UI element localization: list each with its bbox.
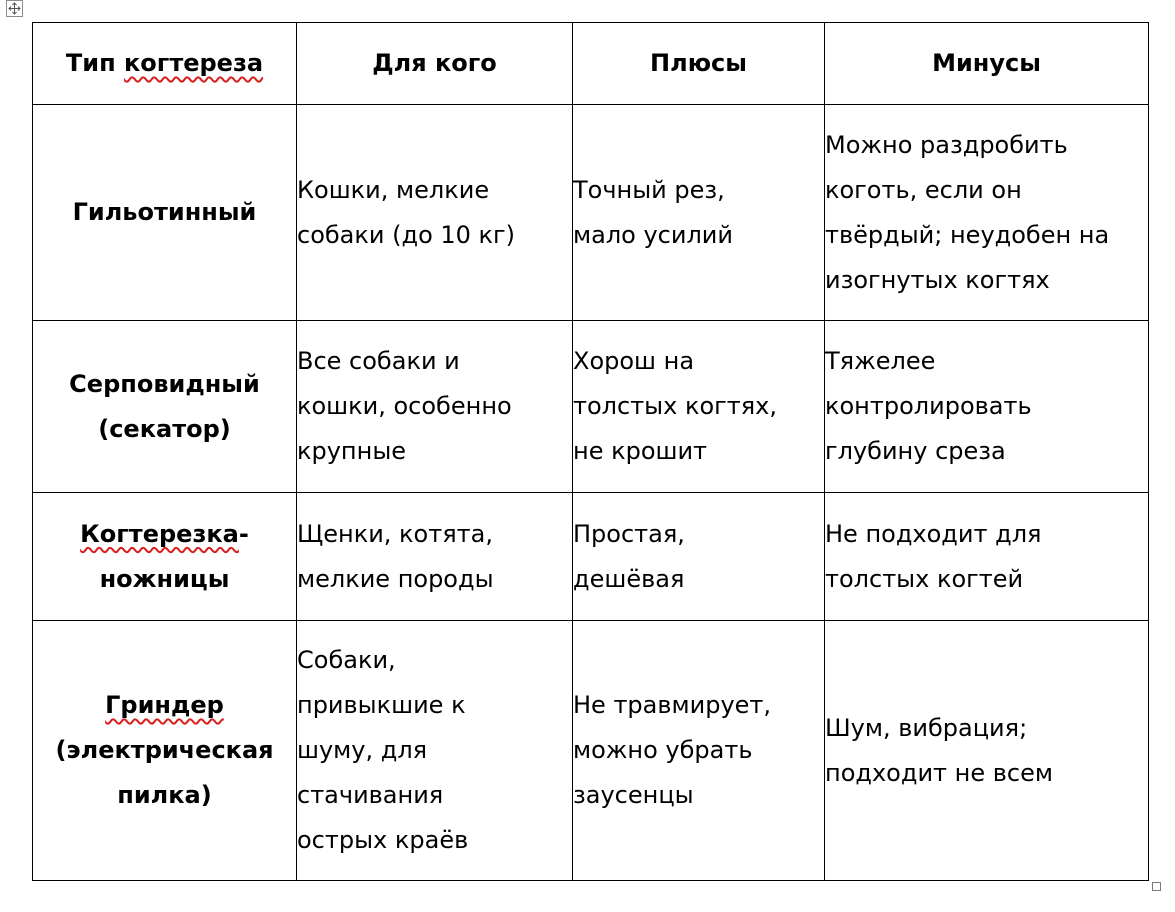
cell-line: мелкие породы bbox=[297, 564, 494, 593]
cell-line: пилка) bbox=[117, 781, 212, 809]
header-for-whom[interactable] bbox=[297, 23, 573, 105]
cell-line: (секатор) bbox=[98, 414, 231, 443]
header-cons-label: Минусы bbox=[932, 49, 1041, 77]
header-type-label: Тип когтереза bbox=[65, 49, 264, 77]
cell-line: кошки, особенно bbox=[297, 392, 512, 420]
cell-line: Можно раздробить bbox=[825, 130, 1068, 159]
cell-line: дешёвая bbox=[573, 564, 685, 593]
cell-cons[interactable] bbox=[825, 105, 1149, 321]
cell-line bbox=[33, 683, 296, 728]
cell-pros[interactable] bbox=[573, 621, 825, 881]
cell-line: Шум, вибрация; bbox=[825, 713, 1028, 742]
cell-line: привыкшие к bbox=[297, 691, 466, 719]
cell-line: острых краёв bbox=[297, 826, 469, 854]
cell-type[interactable] bbox=[33, 493, 297, 621]
table-row bbox=[33, 321, 1149, 493]
cell-line: Щенки, котята, bbox=[297, 519, 493, 548]
cell-line: толстых когтей bbox=[825, 564, 1024, 593]
table-move-handle-icon[interactable] bbox=[6, 0, 23, 17]
cell-line: Простая, bbox=[573, 519, 685, 548]
cell-line: Тяжелее bbox=[825, 347, 936, 375]
table-row bbox=[33, 621, 1149, 881]
cell-line: шуму, для bbox=[297, 736, 428, 764]
cell-line: ножницы bbox=[99, 564, 230, 593]
spellcheck-marked-word[interactable]: когтереза bbox=[124, 49, 264, 77]
cell-for-whom[interactable] bbox=[297, 493, 573, 621]
cell-line: можно убрать bbox=[573, 736, 753, 764]
cell-line: (электрическая bbox=[55, 736, 274, 764]
header-for-whom-label: Для кого bbox=[372, 49, 497, 77]
header-pros-label: Плюсы bbox=[650, 49, 747, 77]
cell-type[interactable] bbox=[33, 621, 297, 881]
cell-line: Все собаки и bbox=[297, 347, 460, 375]
cell-cons[interactable] bbox=[825, 493, 1149, 621]
table-row bbox=[33, 493, 1149, 621]
cell-line: толстых когтях, bbox=[573, 392, 777, 420]
cell-line: подходит не всем bbox=[825, 758, 1053, 787]
cell-for-whom[interactable] bbox=[297, 105, 573, 321]
cell-for-whom[interactable] bbox=[297, 321, 573, 493]
cell-cons[interactable] bbox=[825, 321, 1149, 493]
cell-line: заусенцы bbox=[573, 781, 694, 809]
cell-line: изогнутых когтях bbox=[825, 265, 1050, 294]
table-resize-handle[interactable] bbox=[1152, 882, 1161, 891]
cell-line: крупные bbox=[297, 437, 407, 465]
cell-line: Хорош на bbox=[573, 347, 695, 375]
nail-clipper-table bbox=[32, 22, 1149, 881]
cell-line: Не травмирует, bbox=[573, 691, 772, 719]
cell-pros[interactable] bbox=[573, 493, 825, 621]
cell-for-whom[interactable] bbox=[297, 621, 573, 881]
cell-line: Собаки, bbox=[297, 646, 396, 674]
cell-pros[interactable] bbox=[573, 321, 825, 493]
header-type[interactable] bbox=[33, 23, 297, 105]
cell-line: Кошки, мелкие bbox=[297, 175, 490, 204]
cell-line: глубину среза bbox=[825, 437, 1006, 465]
cell-line: мало усилий bbox=[573, 220, 733, 249]
cell-line: стачивания bbox=[297, 781, 444, 809]
table-row bbox=[33, 105, 1149, 321]
cell-line: контролировать bbox=[825, 392, 1032, 420]
cell-type[interactable] bbox=[33, 105, 297, 321]
cell-line: Когтерезка- bbox=[80, 519, 249, 548]
cell-line: твёрдый; неудобен на bbox=[825, 220, 1110, 249]
cell-cons[interactable] bbox=[825, 621, 1149, 881]
cell-line: Точный рез, bbox=[573, 175, 725, 204]
header-pros[interactable] bbox=[573, 23, 825, 105]
cell-line: коготь, если он bbox=[825, 175, 1022, 204]
cell-line: не крошит bbox=[573, 437, 708, 465]
spellcheck-marked-word[interactable]: Когтерезка bbox=[80, 519, 239, 548]
cell-line: собаки (до 10 кг) bbox=[297, 220, 516, 249]
cell-line: Гильотинный bbox=[72, 198, 257, 226]
cell-line: Не подходит для bbox=[825, 519, 1042, 548]
cell-line: Серповидный bbox=[69, 369, 260, 398]
header-cons[interactable] bbox=[825, 23, 1149, 105]
cell-type[interactable] bbox=[33, 321, 297, 493]
cell-pros[interactable] bbox=[573, 105, 825, 321]
header-row bbox=[33, 23, 1149, 105]
spellcheck-marked-word[interactable]: Гриндер bbox=[105, 691, 224, 719]
